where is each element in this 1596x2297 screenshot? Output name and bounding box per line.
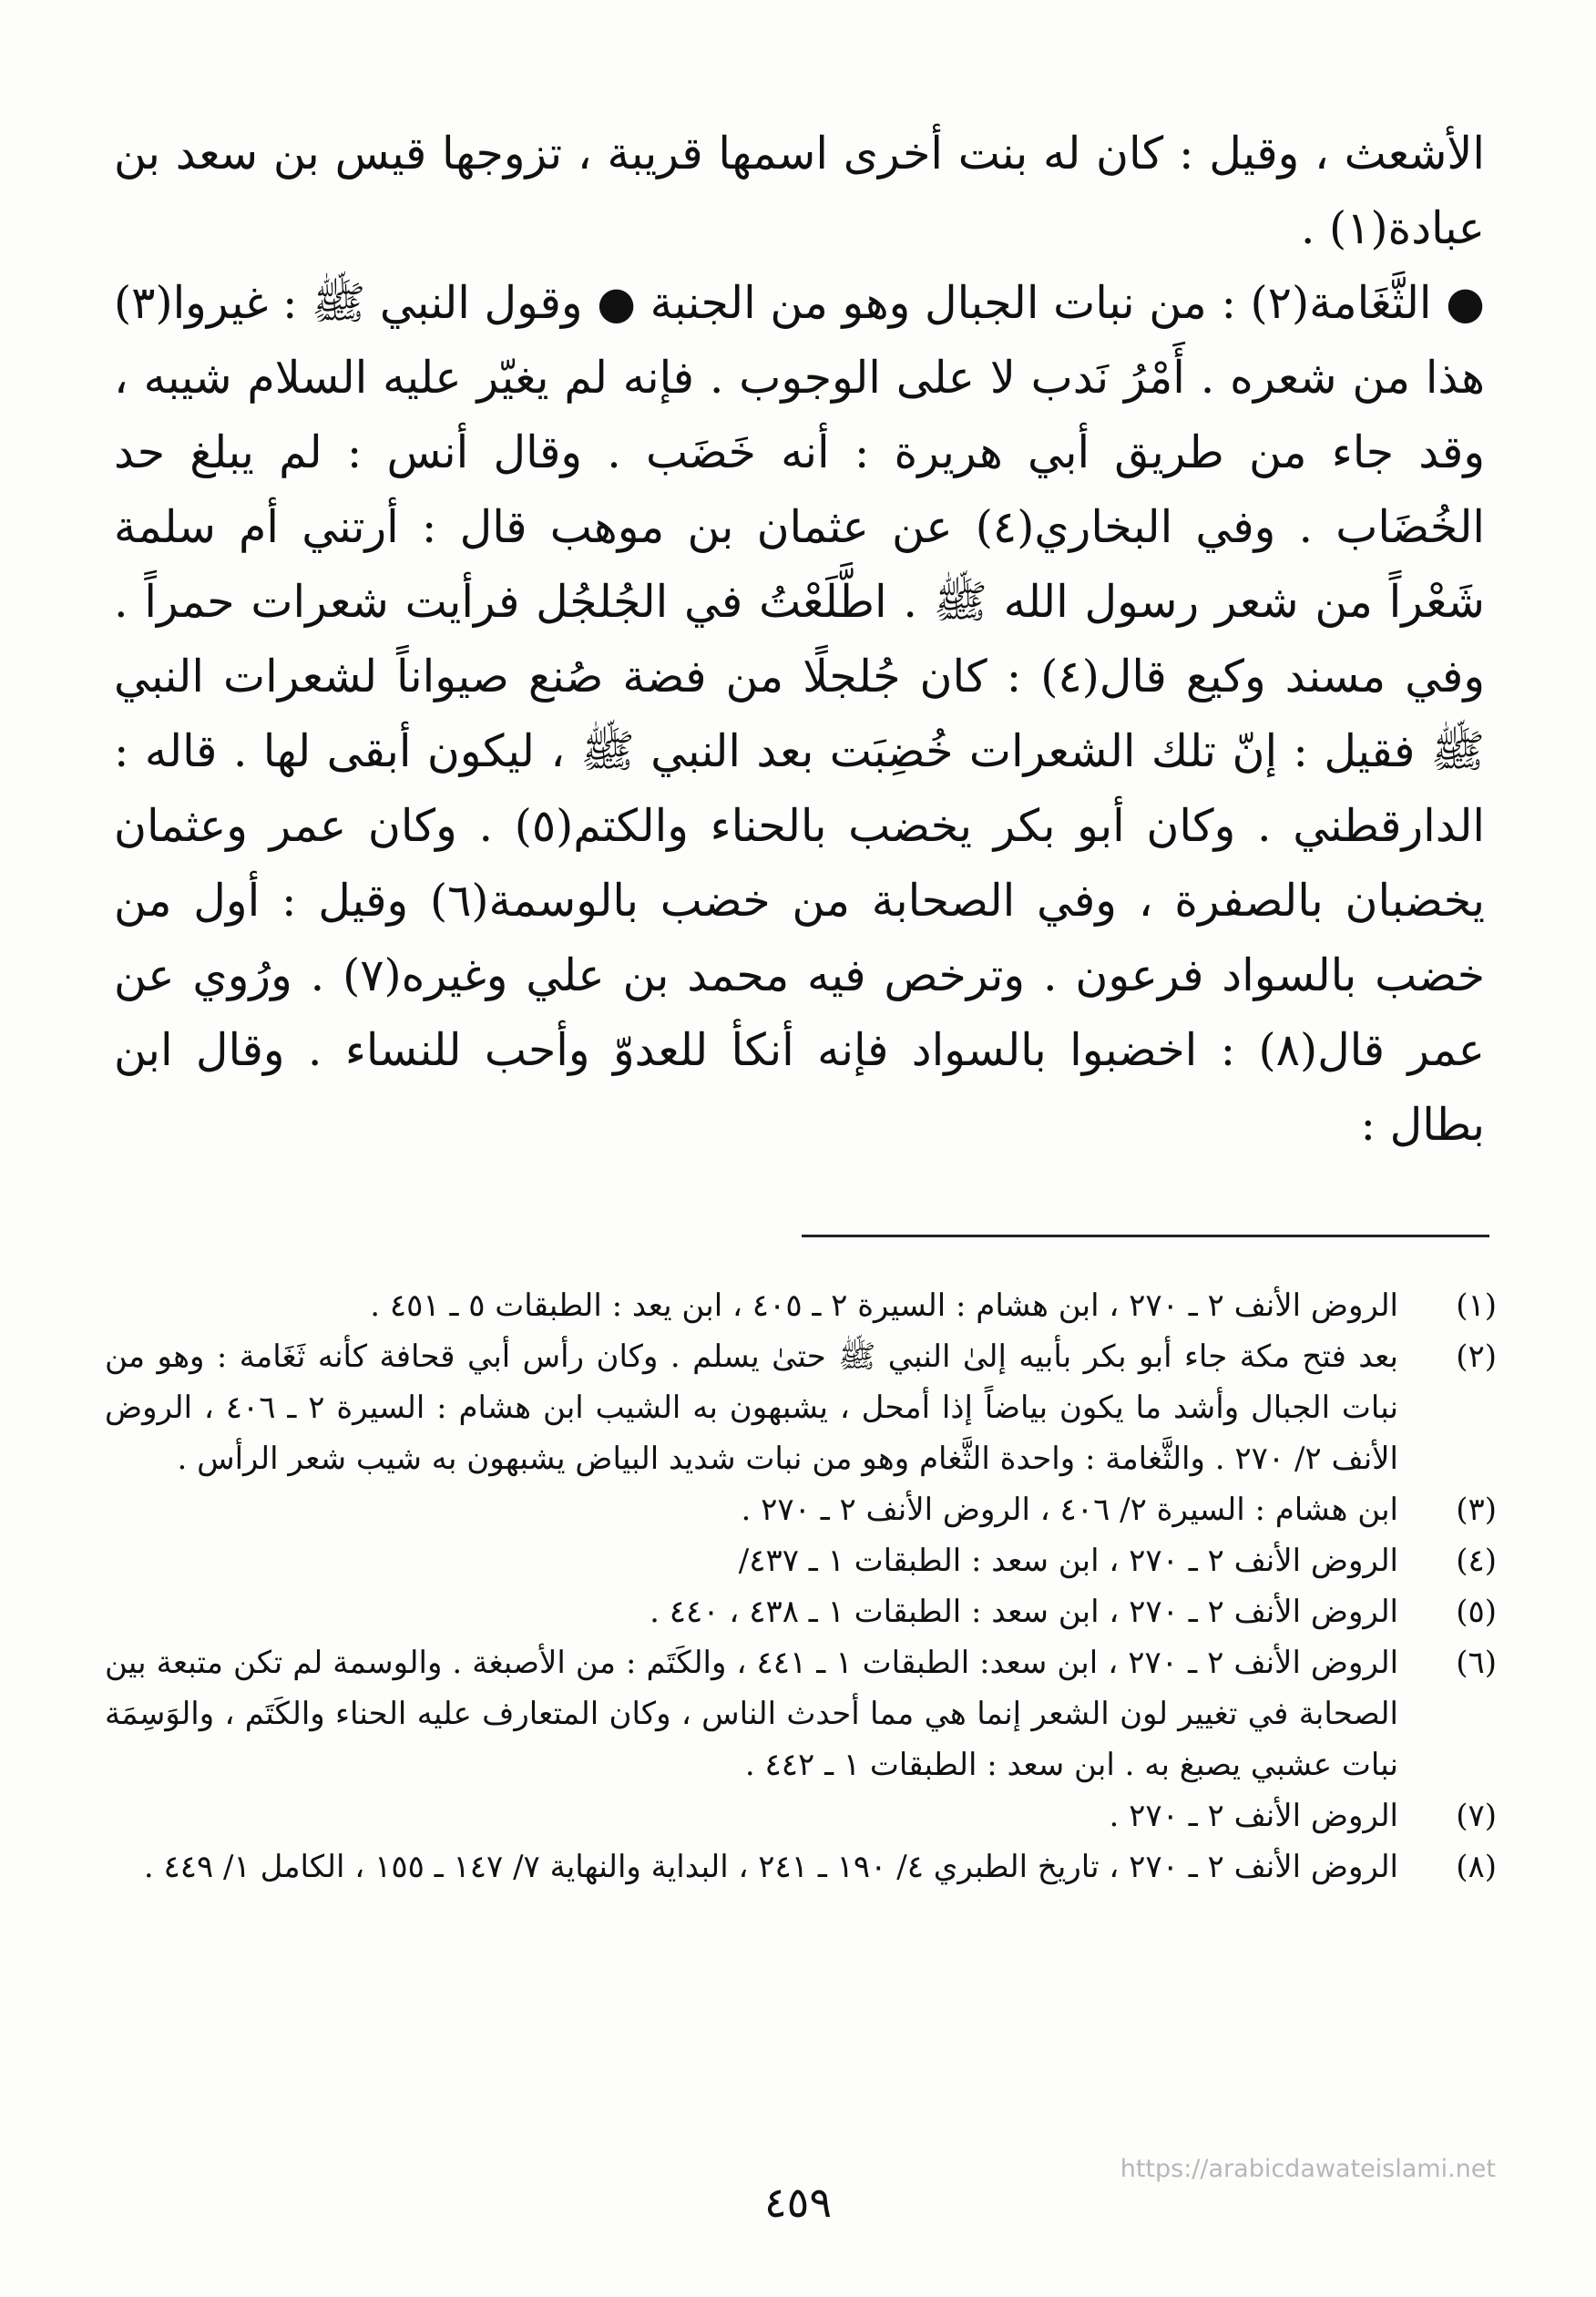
footnote-text: الروض الأنف ٢ ـ ٢٧٠ ، ابن هشام : السيرة ٢ ـ ٤٠٥ ، ابن يعد : الطبقات ٥ ـ ٤٥١ . (370, 1287, 1398, 1324)
footnote (105, 1586, 1497, 1637)
footnote-number: (١) (1456, 1287, 1497, 1324)
footnote (105, 1484, 1497, 1535)
footnote-number: (٤) (1456, 1543, 1497, 1579)
footnotes (105, 1280, 1497, 1892)
footnote-number: (٣) (1456, 1492, 1497, 1528)
footnote (105, 1637, 1497, 1790)
footnote-number: (٨) (1456, 1849, 1497, 1885)
footnote-text: الروض الأنف ٢ ـ ٢٧٠ ، ابن سعد : الطبقات ١ ـ ٤٣٧/ (738, 1543, 1398, 1579)
main-text (114, 117, 1485, 1163)
watermark-url: https://arabicdawateislami.net (1120, 2155, 1496, 2183)
footnote (105, 1280, 1497, 1331)
footnote-number: (٢) (1456, 1338, 1497, 1375)
footnote-number: (٦) (1456, 1645, 1497, 1681)
footnote-number: (٥) (1456, 1594, 1497, 1630)
footnote (105, 1790, 1497, 1841)
footnote-text: الروض الأنف ٢ ـ ٢٧٠ ، ابن سعد: الطبقات ١ ـ ٤٤١ ، والكَتَم : من الأصبغة . والوسمة لم تكن متبعة بين الصحابة في تغيير لون الشعر إنما هي مما أحدث الناس ، وكان المتعارف عليه الحناء والكَتَم ، والوَسِمَة نبات عشبي يصبغ به . ابن سعد : الطبقات ١ ـ ٤٤٢ . (105, 1645, 1399, 1783)
footnote (105, 1535, 1497, 1586)
footnote-text: الروض الأنف ٢ ـ ٢٧٠ ، ابن سعد : الطبقات ١ ـ ٤٣٨ ، ٤٤٠ . (650, 1594, 1398, 1630)
footnote-text: ابن هشام : السيرة ٢/ ٤٠٦ ، الروض الأنف ٢ ـ ٢٧٠ . (741, 1492, 1398, 1528)
main-paragraph-1: الأشعث ، وقيل : كان له بنت أخرى اسمها قريبة ، تزوجها قيس بن سعد بن عبادة(١) . (114, 128, 1485, 254)
footnote-text: بعد فتح مكة جاء أبو بكر بأبيه إلىٰ النبي ﷺ حتىٰ يسلم . وكان رأس أبي قحافة كأنه ثَغَامة : وهو من نبات الجبال وأشد ما يكون بياضاً إذا أمحل ، يشبهون به الشيب ابن هشام : السيرة ٢ ـ ٤٠٦ ، الروض الأنف ٢/ ٢٧٠ . والثَّغامة : واحدة الثَّغام وهو من نبات شديد البياض يشبهون به شيب شعر الرأس . (105, 1338, 1398, 1477)
footnote-text: الروض الأنف ٢ ـ ٢٧٠ ، تاريخ الطبري ٤/ ١٩٠ ـ ٢٤١ ، البداية والنهاية ٧/ ١٤٧ ـ ١٥٥ ، الكامل ١/ ٤٤٩ . (143, 1849, 1398, 1885)
footnote-text: الروض الأنف ٢ ـ ٢٧٠ . (1109, 1798, 1398, 1834)
footnote-number: (٧) (1456, 1798, 1497, 1834)
footnote (105, 1331, 1497, 1484)
page-number: ٤٥٩ (763, 2178, 833, 2227)
main-paragraph-2: ● الثَّغَامة(٢) : من نبات الجبال وهو من الجنبة ● وقول النبي ﷺ : غيروا(٣) هذا من شعره . أَمْرُ نَدب لا على الوجوب . فإنه لم يغيّر عليه السلام شيبه ، وقد جاء من طريق أبي هريرة : أنه خَضَب . وقال أنس : لم يبلغ حد الخُضَاب . وفي البخاري(٤) عن عثمان بن موهب قال : أرتني أم سلمة شَعْراً من شعر رسول الله ﷺ . اطَّلَعْتُ في الجُلجُل فرأيت شعرات حمراً . وفي مسند وكيع قال(٤) : كان جُلجلًا من فضة صُنع صيواناً لشعرات النبي ﷺ فقيل : إنّ تلك الشعرات خُضِبَت بعد النبي ﷺ ، ليكون أبقى لها . قاله : الدارقطني . وكان أبو بكر يخضب بالحناء والكتم(٥) . وكان عمر وعثمان يخضبان بالصفرة ، وفي الصحابة من خضب بالوسمة(٦) وقيل : أول من خضب بالسواد فرعون . وترخص فيه محمد بن علي وغيره(٧) . ورُوي عن عمر قال(٨) : اخضبوا بالسواد فإنه أنكأ للعدوّ وأحب للنساء . وقال ابن بطال : (114, 277, 1486, 1151)
footnote (105, 1841, 1497, 1892)
footnote-separator (802, 1235, 1489, 1237)
